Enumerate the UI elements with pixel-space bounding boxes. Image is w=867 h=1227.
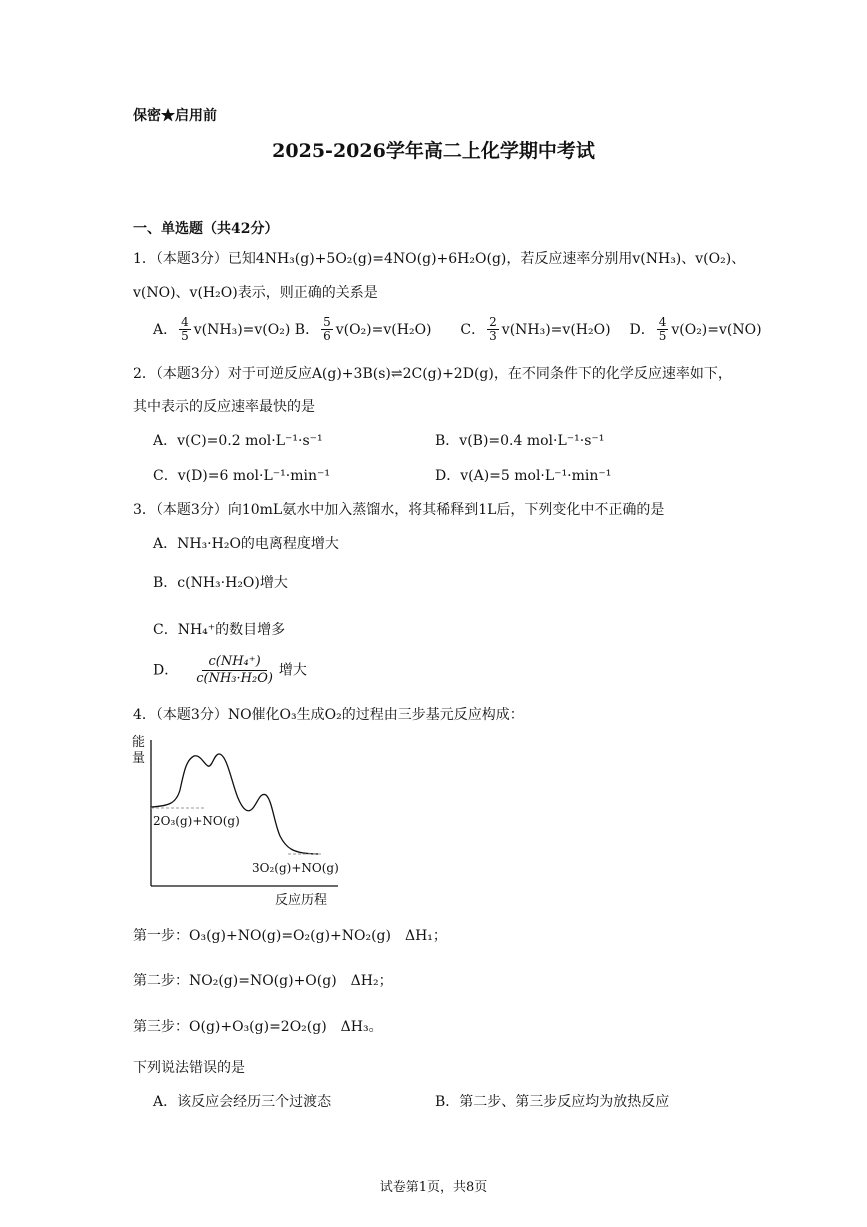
fraction: $\frac{5}{6}$ <box>323 315 331 343</box>
fraction: $\frac{4}{5}$ <box>658 315 667 343</box>
q2-stem-line1: 2．（本题3分）对于可逆反应A(g)+3B(s)⇌2C(g)+2D(g)，在不同条件下的化学反应速率如下， <box>133 366 732 382</box>
start-label: 2O₃(g)+NO(g) <box>153 814 240 828</box>
q4-option-a: A．该反应会经历三个过渡态 <box>153 1094 332 1110</box>
q3-option-d: D． $\frac{\text{c(NH₄⁺)}}{\text{c(NH₃·H₂O)}}$ 增大 <box>153 654 307 686</box>
q4-stem: 4．（本题3分）NO催化O₃生成O₂的过程由三步基元反应构成： <box>133 707 524 723</box>
q4-step1: 第一步：O₃(g)+NO(g)=O₂(g)+NO₂(g) ΔH₁； <box>133 928 447 944</box>
q1-stem-line1: 1．（本题3分）已知4NH₃(g)+5O₂(g)=4NO(g)+6H₂O(g)，若反应速率分别用v(NH₃)、v(O₂)、 <box>133 251 746 267</box>
energy-curve <box>151 754 318 854</box>
q1-option-d: D． $\frac{4}{5}$ v(O₂)=v(NO) <box>629 315 762 343</box>
q2-option-c: C．v(D)=6 mol·L⁻¹·min⁻¹ <box>153 468 331 484</box>
q2-option-d: D．v(A)=5 mol·L⁻¹·min⁻¹ <box>435 468 612 484</box>
q2-option-a: A．v(C)=0.2 mol·L⁻¹·s⁻¹ <box>153 433 323 449</box>
q2-option-b: B．v(B)=0.4 mol·L⁻¹·s⁻¹ <box>435 433 605 449</box>
y-axis-label-1: 能 <box>132 735 146 750</box>
x-axis-label: 反应历程 <box>275 893 328 908</box>
q2-stem-line2: 其中表示的反应速率最快的是 <box>133 399 315 415</box>
q1-stem-line2: v(NO)、v(H₂O)表示，则正确的关系是 <box>133 285 378 301</box>
q4-step3: 第三步：O(g)+O₃(g)=2O₂(g) ΔH₃。 <box>133 1019 383 1035</box>
q3-stem: 3．（本题3分）向10mL氨水中加入蒸馏水，将其稀释到1L后，下列变化中不正确的是 <box>133 502 665 518</box>
q3-option-c: C．NH₄⁺的数目增多 <box>153 622 286 638</box>
y-axis-label-2: 量 <box>132 751 146 766</box>
q4-step2: 第二步：NO₂(g)=NO(g)+O(g) ΔH₂； <box>133 973 393 989</box>
q1-option-c: C． $\frac{2}{3}$ v(NH₃)=v(H₂O) <box>460 315 611 343</box>
page-title: 2025-2026学年高二上化学期中考试 <box>272 140 595 162</box>
q3-option-a: A．NH₃·H₂O的电离程度增大 <box>153 536 339 552</box>
q3-option-b: B．c(NH₃·H₂O)增大 <box>153 575 288 591</box>
q4-option-b: B．第二步、第三步反应均为放热反应 <box>435 1094 670 1110</box>
fraction: $\frac{4}{5}$ <box>181 315 189 343</box>
end-label: 3O₂(g)+NO(g) <box>252 861 339 875</box>
secret-label: 保密★启用前 <box>133 108 217 124</box>
ratio-fraction: $\frac{\text{c(NH₄⁺)}}{\text{c(NH₃·H₂O)}}$ <box>196 654 273 686</box>
q1-option-a: A． $\frac{4}{5}$ v(NH₃)=v(O₂) <box>153 315 291 343</box>
q1-option-b: B． $\frac{5}{6}$ v(O₂)=v(H₂O) <box>294 315 432 343</box>
energy-diagram <box>128 732 348 912</box>
q4-prompt: 下列说法错误的是 <box>133 1060 245 1076</box>
page-footer: 试卷第1页，共8页 <box>379 1180 488 1195</box>
section-heading: 一、单选题（共42分） <box>133 221 279 237</box>
q1-options <box>153 316 762 343</box>
fraction: $\frac{2}{3}$ <box>489 315 497 343</box>
